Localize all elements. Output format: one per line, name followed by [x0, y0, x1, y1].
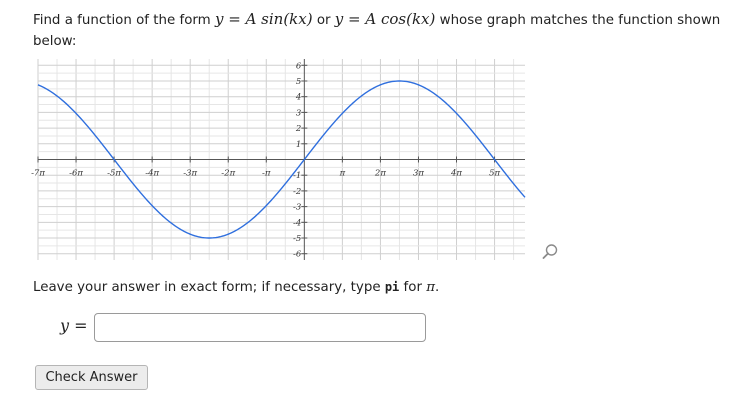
question-prompt [33, 9, 733, 52]
pi-code: pi [384, 280, 400, 294]
y-tick-label: 3 [295, 108, 302, 119]
check-answer-button[interactable]: Check Answer [35, 365, 148, 390]
x-tick-label: 5π [489, 168, 501, 179]
y-tick-label: 6 [295, 61, 302, 72]
x-tick-label: 2π [374, 168, 386, 179]
x-tick-label: 4π [451, 168, 463, 179]
function-graph [30, 56, 530, 264]
x-tick-label: -3π [183, 168, 198, 179]
instructions-text-c: . [435, 280, 440, 295]
answer-instructions [33, 280, 439, 295]
answer-label: y = [60, 316, 88, 335]
x-tick-label: 3π [412, 168, 424, 179]
form-cosine: y = A cos(kx) [334, 10, 436, 28]
prompt-text-b: or [312, 13, 335, 28]
prompt-text-c: whose graph matches the function shown below: [33, 13, 721, 49]
answer-input[interactable] [94, 313, 426, 342]
y-tick-label: 5 [295, 76, 302, 87]
x-tick-label: -7π [31, 168, 45, 179]
x-tick-label: -π [262, 168, 271, 179]
y-tick-label: -4 [293, 218, 302, 229]
form-sine: y = A sin(kx) [214, 10, 313, 28]
y-tick-label: 1 [295, 139, 302, 150]
x-tick-label: -2π [221, 168, 236, 179]
pi-symbol: π [426, 280, 436, 295]
prompt-text-a: Find a function of the form [33, 13, 215, 28]
x-tick-label: π [339, 168, 346, 179]
y-tick-label: -2 [293, 186, 302, 197]
y-tick-label: 4 [295, 92, 302, 103]
instructions-text-a: Leave your answer in exact form; if necessary, type [33, 280, 385, 295]
x-tick-label: -5π [107, 168, 122, 179]
x-tick-label: -4π [145, 168, 160, 179]
instructions-text-b: for [399, 280, 427, 295]
y-tick-label: 2 [295, 124, 302, 135]
y-tick-label: -1 [293, 171, 302, 182]
x-tick-labels [31, 168, 501, 182]
y-tick-label: -5 [293, 234, 302, 245]
y-tick-label: -6 [293, 249, 302, 260]
magnifier-icon[interactable] [541, 243, 559, 261]
y-tick-label: -3 [293, 202, 302, 213]
x-tick-label: -6π [69, 168, 83, 179]
